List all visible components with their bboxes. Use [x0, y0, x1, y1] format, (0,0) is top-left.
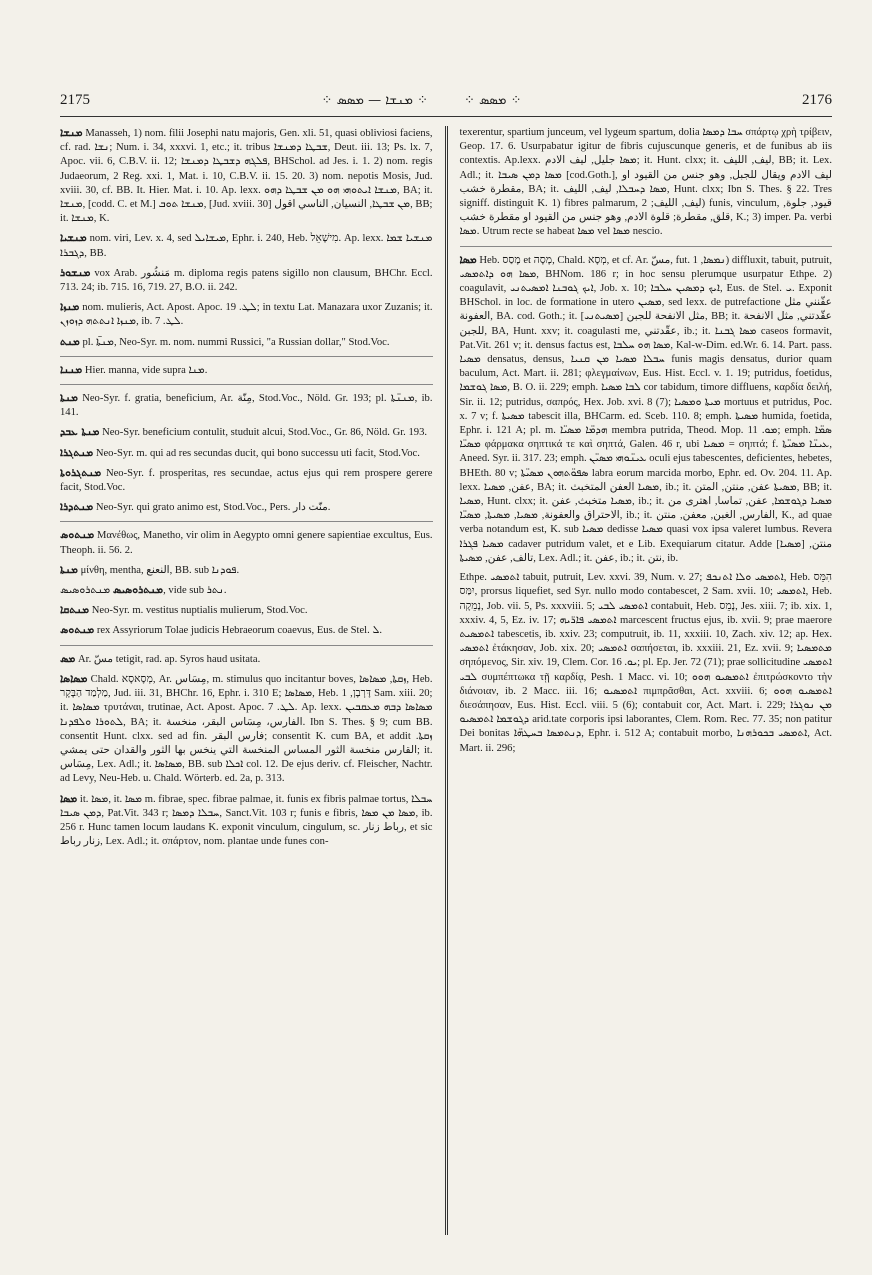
- entry-text: Chald. מְסָאסָא, Ar. مِسَاس, m. stimulus quo incitantur boves, ܙܩܬܐ, ܡܣܐܣܐ, Heb. מַלְמַד הַבָּקָר, Jud. iii. 31, BHChr. 16, Ephr. i. 310 E; ܡܣܐܣܐ, Heb. דָּרְבָן, 1 Sam. xiii. 20; it. ܡܣܐܣܐ τρυτάναι, trutinae, Act. Apost. Apoc. ܠܛ. 7. Ap. lexx. ܡܣܐܣܐ ܕܒܗ ܡܥܩܒܝܢ ܠܬܘܪܐ ܘܠܦܕܢܐ, BA; it. الفارس، مِسَاس البقر، منخسة. Ibn S. Thes. § 9; cum BB. consentit Hunt. clxx. sed ad fin. فارس البقر; consentit K. cum BA, et addit ܙܩܬܐ. القارس منخسة الثور المساس المنخسة التي ينخس بها الثور والقدان حتى يمشي; it. مِسَاس, Lex. Adl.; it. ܡܣܐܣܐ, BB. sub ܐܟܠܐ col. 12. De ejus deriv. cf. Fleischer, Nachtr. ad Levy, Neu-Heb. u. Chald. Wörterb. ed. 2a, p. 313.: [60, 673, 433, 785]
- dictionary-entry: [60, 603, 433, 618]
- entry-headword: ܡܣܐ: [60, 792, 78, 805]
- right-page-number: 2176: [802, 91, 832, 108]
- dictionary-entry: [60, 300, 433, 329]
- entry-text: Ar. مسّ tetigit, rad. ap. Syros haud usitata.: [78, 653, 261, 665]
- entry-headword: ܡܢܢܐ: [60, 363, 83, 376]
- entry-text: Neo-Syr. m. qui ad res secundas ducit, qui bono successu uti facit, Stod.Voc.: [95, 447, 420, 459]
- entry-text: texerentur, spartium junceum, vel lygeum spartum, dolia ܚܒܐ ܕܡܣܐ σπάρτῳ χρὴ τρίβειν, Geop. 17. 6. Usurpabatur igitur de fibris cujuscunque generis, et de funibus ab iis contextis. Ap.lexx. ܡܣܐ جليل, ليف الادم; it. Hunt. clxx; it. ليف, الليف, BB; it. Lex. Adl.; it. ܡܣܐ ܕܡܢ ܣܝܒܐ [cod.Goth.], ليف الادم ويقال للجبل, وهو جنس من القيود او مقطرة خشب, BA; it. ܡܣܐ ܕܚܒܠܐ, ليف, الليف, Hunt. clxx; Ibn S. Thes. § 22. Tres signiff. distinguit K. 1) fibres palmarum, ليف, الليف; 2) funis, vinculum, قيود, جلوة, قلق, مقطرة; قلوة الادم, وهو جنس من القيود او مقطرة خشب, K.; 3) imper. Pa. verbi ܡܣܐ. Utrum recte se habeat ܡܣܐ vel ܡܣܐ nescio.: [459, 127, 832, 238]
- dictionary-entry: [460, 126, 833, 240]
- entry-headword: ܡܢܬܓܪܐ: [60, 446, 94, 459]
- dictionary-entry: [60, 528, 433, 557]
- entry-text: nom. mulieris, Act. Apost. Apoc. ܠܛ. 19; in textu Lat. Manazara uxor Zuzanis; it. ܡܢܙܐ ܐܢܬܬܗ ܕܙܘܙܢ, ib. ܠܛ. 7.: [60, 302, 433, 328]
- entry-headword: ܡܣ: [60, 652, 76, 665]
- dictionary-entry: [60, 500, 433, 515]
- dictionary-entry: [60, 792, 433, 850]
- dictionary-entry: [60, 231, 433, 260]
- entry-text: rex Assyriorum Tolae judicis Hebraeorum coaevus, Eus. de Stel. ܠ.: [96, 625, 382, 637]
- dictionary-entry: [60, 563, 433, 578]
- entry-text: Neo-Syr. f. gratia, beneficium, Ar. مِنّة, Stod.Voc., Nöld. Gr. 193; pl. ܡܢܢ̈ܬܐ, ib. 141.: [60, 393, 433, 419]
- entry-headword: ܡܢܬܪܘܣܝܣ: [112, 584, 164, 597]
- entry-text: ܡܢܬܪܘܣܝܣ, vide sub ܢܬܪ.: [60, 585, 227, 597]
- left-page-number: 2175: [60, 91, 90, 108]
- dictionary-columns: [60, 126, 832, 1235]
- right-page-header: [446, 92, 832, 109]
- page-header: [60, 88, 832, 112]
- entry-headword: ܡܢܬܘܣ: [60, 624, 95, 637]
- dictionary-entry: [460, 571, 833, 756]
- dictionary-entry: [60, 391, 433, 420]
- dictionary-entry: [60, 126, 433, 226]
- dictionary-entry: [60, 623, 433, 638]
- dictionary-entry: [60, 266, 433, 295]
- entry-separator: [460, 246, 833, 247]
- entry-text: Neo-Syr. beneficium contulit, studuit alcui, Stod.Voc., Gr. 86, Nöld. Gr. 193.: [102, 427, 428, 439]
- entry-headword: ܡܢܬ: [60, 335, 80, 348]
- dictionary-entry: [460, 253, 833, 566]
- entry-headword: ܡܢܫܐ: [60, 127, 83, 139]
- dictionary-entry: [60, 425, 433, 440]
- left-column: [60, 126, 445, 1235]
- entry-headword: ܡܢܫܘܪ: [60, 266, 91, 279]
- left-running-head: ⁘ ܡܢܫܐ — ܡܣܣ ⁘: [321, 92, 428, 108]
- entry-separator: [60, 384, 433, 385]
- entry-headword: ܡܢܬܕܪܐ: [60, 501, 94, 514]
- entry-text: Manasseh, 1) nom. filii Josephi natu majoris, Gen. xli. 51, quasi obliviosi faciens, cf. rad. ܢܫܐ; Num. i. 34, xxxvi. 1, etc.; it. tribus ܫܒܛܐ ܕܡܢܫܐ, Deut. iii. 13; Ps. lx. 7, Apoc. vii. 6, C.B.V. ii. 12; ܦܠܓܗ ܕܫܒܛܐ ܕܡܢܫܐ, BHSchol. ad Jes. i. 1. 2) nom. regis Judaeorum, 2 Reg. xxi. 1, Mat. i. 10, C.B.V. ii. 15. 20. 3) nom. nepotis Mosis, Jud. xviii. 30, cf. BB. It. Hier. Mat. i. 10. Ap. lexx. ܡܢܫܐ ܐܝܬܘܗܝ ܗܘ ܡܢ ܫܒܛܐ ܕܗܘ, BA; it. ܡܢܫܐ, [codd. C. et M.] ܡܢܫܐ ܬܘܒ, [Jud. xviii. 30] ܡܢ ܫܒܛܐ, النسيان, الناسي اقول, BB; it. ܡܢܫܐ, K.: [60, 128, 433, 225]
- entry-headword: ܡܣܐ: [459, 253, 477, 266]
- entry-text: Neo-Syr. m. vestitus nuptialis mulierum, Stod.Voc.: [91, 605, 308, 617]
- entry-headword: ܡܢܬܩܐ: [60, 604, 90, 617]
- dictionary-entry: [60, 363, 433, 378]
- entry-text: it. ܡܣܐ, it. ܡܣܐ m. fibrae, spec. fibrae palmae, it. funis ex fibris palmae tortus, ܚܒܠܐ ܕܡܢ ܣܝܒܐ, Pat.Vit. 343 r; ܚܒܠܐ ܕܡܣܐ, Sanct.Vit. 103 r; funis e fibris, ܡܣܐ ܡܢ ܡܣܐ, ib. 256 r. Hunc tamen locum laudans K. exponit vinculum, cingulum, sc. رباط زنار, et sic زنار رباط, Lex. Adl.; it. σπάρτον, nom. plantae unde funes con-: [60, 793, 433, 848]
- entry-separator: [60, 521, 433, 522]
- dictionary-entry: [60, 652, 433, 667]
- entry-text: Ethpe. ܐܬܡܣܝ tabuit, putruit, Lev. xxvi. 39, Num. v. 27; ܐܬܡܣܝ ܘܠܐ ܐܬܢܟܦ, Heb. הִמֵּס יִמַּס, prorsus liquefiet, sed Syr. nullo modo contabescet, 2 Sam. xvii. 10; ܐܬܡܣܝ, Heb. נָמֵקָה, Job. vii. 5, Ps. xxxviii. 5; ܐܬܡܣܝ ܠܒܝ contabuit, Heb. נָמֵס, Jes. xiii. 7; ib. xix. 1, xxxiv. 4, 5, Ez. iv. 17; ܐܬܡܣܝ ܦܐܪ̈ܝܗ marcescent fructus ejus, ib. xvii. 9; prae maerore ܐܬܡܣܝܬ tabescetis, ib. xxiv. 23; computruit, ib. 11, xxxiii. 10, Zach. xiv. 12; ap. Hex. ܐܬܡܣܝ ἐτάκησαν, Job. xix. 20; ܐܬܡܣܝ σαπήσεται, ib. xxxiii. 21, Ez. xvii. 9; ܡܬܡܣܝܐ σηπόμενος, Sir. xiv. 19, Clem. Cor. ܝܘ. 16; pl. Ep. Jer. 72 (71); prae sollicitudine ܐܬܡܣܝ ܠܒܝ συμπέπτωκα τῇ καρδίᾳ, Pesh. 1 Macc. vi. 10; ܐܬܡܣܝܘ ܗܘܘ ἐπιτρώσκοντο τὴν διάνοιαν, ib. 2 Macc. iii. 16; ܐܬܡܣܝܘ πιμπρᾶσθαι, Act. xxviii. 6; ܐܬܡܣܝܘ ܗܘܘ διεσάπησαν, Eus. Hist. Eccl. viii. 5 (6); contabuit cor, Act. Mart. i. 229; ܡܢ ܢܘܓܪܐ ܕܓܘܫܡܐ ܐܬܡܣܝܘ arid.tate corporis ipsi laborantes, Clem. Rom. Rec. 77. 35; non patitur Dei bonitas ܕܢܬܡܣܐ ܒܚܛܗ̈ܐ, Ephr. i. 512 A; contabuit morbo, ܐܬܡܣܝ ܒܟܘܪܗܢܐ, Act. Mart. ii. 296;: [459, 572, 832, 754]
- entry-headword: ܡܢܬܘܣ: [60, 529, 95, 542]
- right-running-head: ⁘ ܡܣܣ ⁘: [464, 92, 522, 108]
- entry-headword: ܡܢܙܐ: [60, 301, 80, 314]
- entry-text: Μανέθως, Manetho, vir olim in Aegypto omni genere sapientiae excultus, Eus. Theoph. ii. 56. 2.: [60, 530, 433, 556]
- entry-text: nom. viri, Lev. x. 4, sed ܡܝܫܐܝܠ, Ephr. i. 240, Heb. מִישָׁאֵל. Ap. lexx. ܡܢܫܝܐ ܫܡܐ ܕܓܒܪܐ, BB.: [60, 233, 433, 259]
- right-column: [448, 126, 833, 1235]
- entry-headword: ܡܢܫܝܐ: [60, 232, 87, 245]
- dictionary-entry: [60, 672, 433, 787]
- dictionary-entry: [60, 466, 433, 495]
- header-rule: [60, 116, 832, 117]
- entry-text: Heb. מָסַס et מָסָה, Chald. מְסָא, et cf. Ar. مسّ, fut. ܢܡܣܐ, 1) diffluxit, tabuit, putruit, ܡܣܐ ܗܘ ܕܐܬܡܣܝ, BHNom. 186 r; in hoc sensu plerumque usurpatur Ethpe. 2) coagulavit, ܐܝܟ ܓܘܒܢܐ ܐܡܣܝܬܢܝ, Job. x. 10; ܐܝܟ ܕܡܣܝܢ ܚܠܒܐ, Eus. de Stel. ܝ. Exponit BHSchol. in loc. de formatione in utero ܡܣܝܢ, sed lexx. de putrefactione عفّنني مثل العفونة, BA. cod. Goth.; it. [ܡܣܝܬܢܝ] مثل الانفحة للجبن, BB; it. عقّدتني, مثل الانفحة للجبن, BA, Hunt. xxv; it. coagulasti me, عقّدتني, ib.; it. ܡܣܐ ܓܒܢܐ caseos formavit, Pat.Vit. 261 v; it. densus factus est, ܡܣܐ ܗܘ ܚܠܒܐ, Kal-w-Dim. ed.Wr. 6. 14. Part. pass. ܡܣܝܐ densatus, densus, ܚܒܠܐ ܡܣܝܐ ܡܢ ܩܢܝܐ funis magis densatus, durior quam baculum, Act. Mart. ii. 281; φλεγμαίνων, Eus. Hist. Eccl. v. 1. 19; putridus, foetidus, ܡܣܐ ܓܘܫܡܐ, B. O. ii. 229; emph. ܠܒܐ ܡܣܝܐ cor tabidum, timore diffluens, καρδία δειλή, Sir. ii. 12; putridus, σαπρός, Hex. Job. xvi. 8 (7); ܡܝܬܐ ܘܡܣܝܐ mortuus et putridus, Poc. x. 7 v; f. ܡܣܝܬܐ tabescit illa, BHCarm. ed. Sceb. 110. 8; emph. ܡܣܝܬܐ humida, foetida, Ephr. i. 121 A; pl. m. ܗܕܡ̈ܐ ܡܣܝ̈ܐ membra putrida, Theod. Mop. ܡܘ. 11; emph. ܣܡ̈ܐ ܡܣܝ̈ܐ φάρμακα σηπτικά τε καὶ σηπτά, Galen. 46 r, ubi ܡܣܝܐ = σηπτά; f. ܥܝܢ̈ܐ ܡܣܝ̈ܬܐ, Aneed. Syr. ii. 317. 23; emph. ܥܝܢ̈ܘܗܝ ܡܣܝ̈ܢ oculi ejus tabescentes, deficientes, hebetes, BHEth. 80 v; ܣܦܘ̈ܬܗܘܢ ܡܣܝ̈ܬܐ labra eorum marcida morbo, Ephr. ed. Ov. 204. 11. Ap. lexx. عفن, ܡܣܝܐ, BA; it. ܡܣܝܐ العفن المتخبث, ib.; it. ܡܣܝܬܐ عفن, منتن, المتن, BB; it. ܡܣܝܐ, Hunt. clxx; it. ܡܣܝܐ متخبث, عفن, ib.; it. ܡܣܝܐ ܕܓܘܫܡܐ, عفن, تماسا, اهترى من الاحتراق والعفونة, ܡܣܝܐ, ܡܣܝܬܐ, ܡܣܝ̈ܐ, ib.; it. الفارس, الغبن, معفن, منتن, K., ad quae verba notandum est, K. sub ܡܣܝܐ dedisse ܡܣܝܐ quasi vox ipsa valeret lumbus. Revera ܡܣܝܐ ܦܓܪܐ cadaver putridum valet, et e Lib. Exequiarum citatur. Adde [ܡܣܝܐ] منتن, تالف, عفن, ܡܣܝܬܐ, Lex. Adl.; it. عفن, ib.; it. نتن, ib.: [459, 254, 832, 564]
- entry-headword: ܡܢܬܓܪܘܬܐ: [60, 466, 102, 479]
- entry-text: Neo-Syr. qui grato animo est, Stod.Voc., Pers. منّت دار.: [95, 502, 331, 514]
- dictionary-entry: [60, 583, 433, 598]
- entry-separator: [60, 645, 433, 646]
- entry-separator: [60, 356, 433, 357]
- left-page-header: [60, 92, 446, 109]
- dictionary-entry: [60, 446, 433, 461]
- entry-headword: ܡܢܬܐ ܥܒܕ: [60, 426, 100, 439]
- entry-headword: ܡܢܬܐ: [60, 563, 78, 576]
- entry-headword: ܡܣܐܣܐ: [60, 672, 88, 685]
- entry-text: Neo-Syr. f. prosperitas, res secundae, actus ejus qui rem prospere gerere facit, Stod.Voc.: [60, 467, 433, 494]
- entry-text: pl. ܡܢܬ̈ܐ, Neo-Syr. m. nom. nummi Russici, "a Russian dollar," Stod.Voc.: [82, 336, 390, 348]
- entry-text: Hier. manna, vide supra ܡܢܐ.: [84, 364, 208, 376]
- entry-text: vox Arab. مَنشُور m. diploma regis patens sigillo non clausum, BHChr. Eccl. 713. 24; ib. 715. 16, 719. 27, B.O. ii. 242.: [60, 267, 433, 294]
- dictionary-entry: [60, 335, 433, 350]
- entry-text: μίνθη, mentha, النعنع, BB. sub ܦܘܕܢܐ.: [80, 564, 240, 576]
- entry-headword: ܡܢܬܐ: [60, 392, 78, 405]
